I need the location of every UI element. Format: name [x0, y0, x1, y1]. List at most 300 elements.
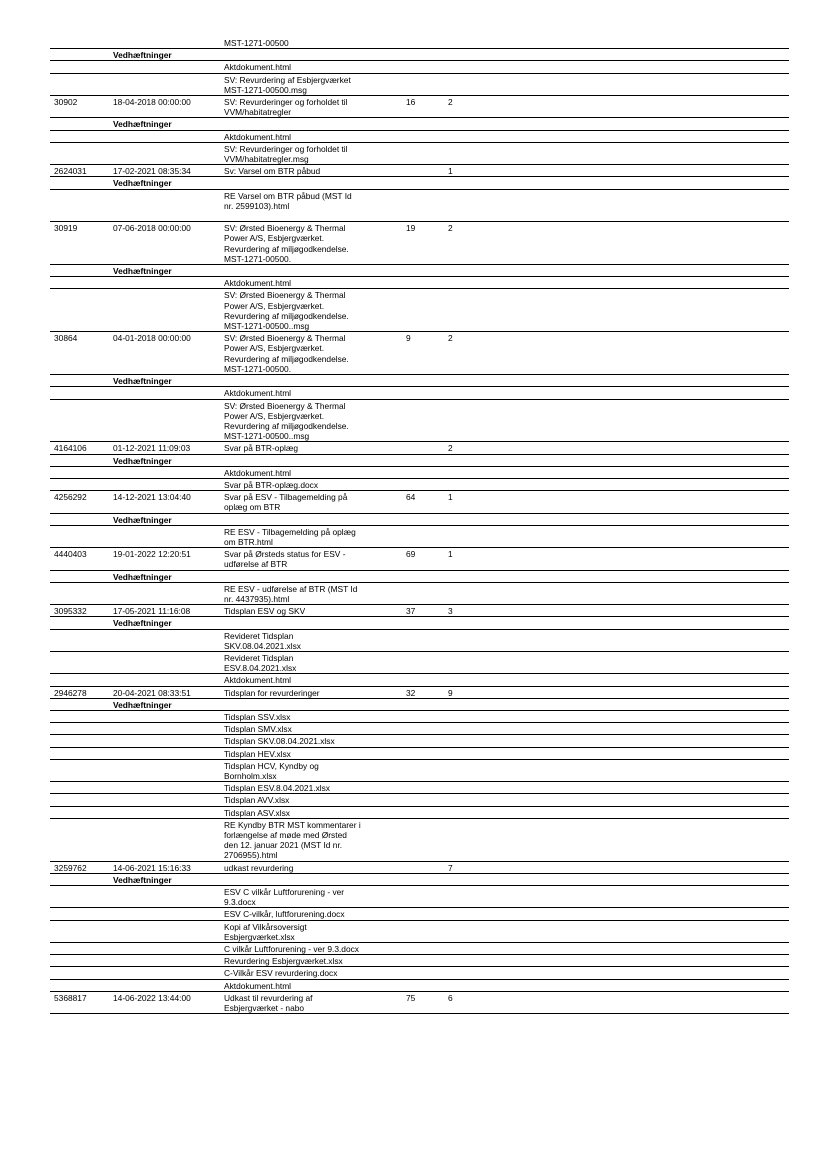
document-count-1	[402, 442, 444, 454]
document-title: udkast revurdering	[220, 861, 402, 873]
document-id: 5368817	[50, 991, 109, 1013]
empty-cell	[50, 582, 109, 604]
document-id: 30919	[50, 222, 109, 265]
empty-cell	[484, 289, 789, 332]
attachment-row	[50, 130, 789, 142]
attachment-row	[50, 399, 789, 442]
empty-cell	[444, 189, 484, 222]
attachment-row	[50, 967, 789, 979]
empty-cell	[50, 629, 109, 651]
empty-cell	[109, 478, 220, 490]
attachment-row	[50, 759, 789, 781]
empty-cell	[109, 651, 220, 673]
empty-cell	[220, 375, 402, 387]
attachment-row	[50, 61, 789, 73]
document-id: 30902	[50, 96, 109, 118]
empty-cell	[444, 806, 484, 818]
document-count-1: 75	[402, 991, 444, 1013]
empty-cell	[484, 861, 789, 873]
empty-cell	[484, 698, 789, 710]
empty-cell	[109, 886, 220, 908]
document-count-2: 2	[444, 332, 484, 375]
empty-cell	[109, 466, 220, 478]
attachment-filename: Tidsplan SSV.xlsx	[220, 710, 402, 722]
empty-cell	[444, 177, 484, 189]
empty-cell	[484, 955, 789, 967]
empty-cell	[484, 478, 789, 490]
empty-cell	[484, 605, 789, 617]
attachment-filename: SV: Ørsted Bioenergy & Thermal Power A/S, Esbjergværket. Revurdering af miljøgodkendelse. MST-1271-00500..msg	[220, 289, 402, 332]
empty-cell	[50, 387, 109, 399]
attachment-filename: Tidsplan ESV.8.04.2021.xlsx	[220, 782, 402, 794]
empty-cell	[50, 698, 109, 710]
attachment-filename: MST-1271-00500	[220, 37, 402, 49]
empty-cell	[444, 49, 484, 61]
empty-cell	[402, 387, 444, 399]
document-row	[50, 861, 789, 873]
empty-cell	[444, 570, 484, 582]
empty-cell	[50, 277, 109, 289]
empty-cell	[109, 189, 220, 222]
empty-cell	[444, 873, 484, 885]
empty-cell	[484, 118, 789, 130]
empty-cell	[484, 442, 789, 454]
empty-cell	[109, 794, 220, 806]
empty-cell	[444, 513, 484, 525]
attachment-row	[50, 674, 789, 686]
empty-cell	[444, 651, 484, 673]
empty-cell	[402, 651, 444, 673]
attachments-header-row	[50, 570, 789, 582]
empty-cell	[484, 570, 789, 582]
empty-cell	[50, 747, 109, 759]
empty-cell	[50, 118, 109, 130]
document-date: 17-05-2021 11:16:08	[109, 605, 220, 617]
document-count-1	[402, 165, 444, 177]
empty-cell	[444, 375, 484, 387]
empty-cell	[50, 265, 109, 277]
attachment-filename: Aktdokument.html	[220, 674, 402, 686]
attachments-label: Vedhæftninger	[109, 570, 220, 582]
empty-cell	[50, 73, 109, 95]
empty-cell	[484, 943, 789, 955]
attachments-label: Vedhæftninger	[109, 698, 220, 710]
attachments-header-row	[50, 265, 789, 277]
empty-cell	[484, 49, 789, 61]
empty-cell	[444, 698, 484, 710]
empty-cell	[50, 967, 109, 979]
attachment-filename: Aktdokument.html	[220, 466, 402, 478]
empty-cell	[484, 818, 789, 861]
empty-cell	[109, 782, 220, 794]
document-title: SV: Ørsted Bioenergy & Thermal Power A/S, Esbjergværket. Revurdering af miljøgodkendelse. MST-1271-00500.	[220, 222, 402, 265]
empty-cell	[484, 399, 789, 442]
attachment-filename: Svar på BTR-oplæg.docx	[220, 478, 402, 490]
attachment-row	[50, 387, 789, 399]
empty-cell	[50, 478, 109, 490]
empty-cell	[50, 674, 109, 686]
empty-cell	[484, 332, 789, 375]
empty-cell	[402, 399, 444, 442]
empty-cell	[50, 399, 109, 442]
attachments-label: Vedhæftninger	[109, 617, 220, 629]
empty-cell	[109, 73, 220, 95]
document-count-1: 19	[402, 222, 444, 265]
attachment-filename: Revideret Tidsplan SKV.08.04.2021.xlsx	[220, 629, 402, 651]
empty-cell	[50, 735, 109, 747]
empty-cell	[484, 710, 789, 722]
empty-cell	[402, 674, 444, 686]
attachment-row	[50, 747, 789, 759]
document-row	[50, 605, 789, 617]
empty-cell	[50, 920, 109, 942]
empty-cell	[444, 629, 484, 651]
empty-cell	[50, 49, 109, 61]
attachment-filename: Tidsplan SMV.xlsx	[220, 723, 402, 735]
case-documents-body	[50, 37, 789, 1014]
document-title: Tidsplan ESV og SKV	[220, 605, 402, 617]
empty-cell	[50, 130, 109, 142]
empty-cell	[109, 399, 220, 442]
empty-cell	[402, 189, 444, 222]
empty-cell	[220, 617, 402, 629]
empty-cell	[220, 873, 402, 885]
attachment-row	[50, 920, 789, 942]
empty-cell	[444, 735, 484, 747]
attachment-filename: Kopi af Vilkårsoversigt Esbjergværket.xlsx	[220, 920, 402, 942]
document-date: 14-12-2021 13:04:40	[109, 491, 220, 513]
document-id: 2946278	[50, 686, 109, 698]
attachment-row	[50, 73, 789, 95]
empty-cell	[444, 617, 484, 629]
attachments-label: Vedhæftninger	[109, 873, 220, 885]
empty-cell	[444, 454, 484, 466]
empty-cell	[444, 37, 484, 49]
attachment-row	[50, 289, 789, 332]
document-count-2: 9	[444, 686, 484, 698]
empty-cell	[402, 118, 444, 130]
empty-cell	[50, 617, 109, 629]
empty-cell	[484, 277, 789, 289]
empty-cell	[484, 886, 789, 908]
attachment-filename: Tidsplan ASV.xlsx	[220, 806, 402, 818]
attachment-filename: Tidsplan HEV.xlsx	[220, 747, 402, 759]
empty-cell	[444, 723, 484, 735]
empty-cell	[50, 61, 109, 73]
attachments-header-row	[50, 873, 789, 885]
attachment-filename: Aktdokument.html	[220, 979, 402, 991]
empty-cell	[220, 177, 402, 189]
empty-cell	[402, 73, 444, 95]
empty-cell	[109, 142, 220, 164]
empty-cell	[444, 920, 484, 942]
document-count-1: 16	[402, 96, 444, 118]
empty-cell	[444, 582, 484, 604]
document-count-2: 1	[444, 491, 484, 513]
empty-cell	[484, 629, 789, 651]
empty-cell	[444, 142, 484, 164]
empty-cell	[484, 920, 789, 942]
document-count-1: 69	[402, 548, 444, 570]
attachments-header-row	[50, 513, 789, 525]
empty-cell	[50, 873, 109, 885]
empty-cell	[50, 525, 109, 547]
empty-cell	[402, 375, 444, 387]
empty-cell	[484, 525, 789, 547]
empty-cell	[484, 466, 789, 478]
document-date: 01-12-2021 11:09:03	[109, 442, 220, 454]
empty-cell	[402, 920, 444, 942]
document-id: 3259762	[50, 861, 109, 873]
empty-cell	[444, 710, 484, 722]
document-count-2: 2	[444, 96, 484, 118]
attachment-filename: SV: Ørsted Bioenergy & Thermal Power A/S, Esbjergværket. Revurdering af miljøgodkendelse. MST-1271-00500..msg	[220, 399, 402, 442]
empty-cell	[444, 399, 484, 442]
empty-cell	[484, 759, 789, 781]
document-count-1: 9	[402, 332, 444, 375]
empty-cell	[402, 955, 444, 967]
empty-cell	[444, 955, 484, 967]
empty-cell	[220, 49, 402, 61]
document-title: Sv: Varsel om BTR påbud	[220, 165, 402, 177]
attachment-filename: RE ESV - Tilbagemelding på oplæg om BTR.html	[220, 525, 402, 547]
attachment-filename: Tidsplan SKV.08.04.2021.xlsx	[220, 735, 402, 747]
empty-cell	[50, 289, 109, 332]
document-id: 4164106	[50, 442, 109, 454]
attachment-row	[50, 735, 789, 747]
document-row	[50, 491, 789, 513]
empty-cell	[444, 967, 484, 979]
attachment-row	[50, 710, 789, 722]
attachment-row	[50, 806, 789, 818]
attachments-header-row	[50, 698, 789, 710]
attachments-header-row	[50, 454, 789, 466]
document-id: 4256292	[50, 491, 109, 513]
empty-cell	[484, 674, 789, 686]
attachment-row	[50, 908, 789, 920]
document-date: 19-01-2022 12:20:51	[109, 548, 220, 570]
empty-cell	[402, 617, 444, 629]
empty-cell	[109, 979, 220, 991]
document-count-1: 64	[402, 491, 444, 513]
empty-cell	[50, 886, 109, 908]
empty-cell	[444, 674, 484, 686]
attachments-header-row	[50, 118, 789, 130]
empty-cell	[50, 513, 109, 525]
empty-cell	[50, 943, 109, 955]
empty-cell	[484, 375, 789, 387]
empty-cell	[484, 177, 789, 189]
attachment-filename: RE ESV - udførelse af BTR (MST Id nr. 4437935).html	[220, 582, 402, 604]
empty-cell	[444, 130, 484, 142]
document-row	[50, 991, 789, 1013]
empty-cell	[444, 525, 484, 547]
empty-cell	[444, 943, 484, 955]
empty-cell	[402, 37, 444, 49]
attachment-row	[50, 629, 789, 651]
empty-cell	[484, 735, 789, 747]
empty-cell	[402, 177, 444, 189]
document-date: 04-01-2018 00:00:00	[109, 332, 220, 375]
attachment-row	[50, 723, 789, 735]
document-row	[50, 332, 789, 375]
empty-cell	[220, 698, 402, 710]
document-count-2: 7	[444, 861, 484, 873]
attachments-label: Vedhæftninger	[109, 49, 220, 61]
empty-cell	[444, 289, 484, 332]
empty-cell	[220, 454, 402, 466]
empty-cell	[109, 967, 220, 979]
empty-cell	[402, 967, 444, 979]
empty-cell	[109, 629, 220, 651]
empty-cell	[50, 177, 109, 189]
empty-cell	[220, 265, 402, 277]
attachment-filename: Tidsplan AVV.xlsx	[220, 794, 402, 806]
empty-cell	[50, 142, 109, 164]
empty-cell	[444, 466, 484, 478]
empty-cell	[484, 189, 789, 222]
empty-cell	[484, 782, 789, 794]
empty-cell	[402, 806, 444, 818]
empty-cell	[484, 873, 789, 885]
empty-cell	[484, 908, 789, 920]
empty-cell	[444, 794, 484, 806]
document-row	[50, 548, 789, 570]
empty-cell	[402, 710, 444, 722]
document-row	[50, 165, 789, 177]
empty-cell	[402, 759, 444, 781]
empty-cell	[402, 723, 444, 735]
empty-cell	[484, 967, 789, 979]
empty-cell	[444, 478, 484, 490]
empty-cell	[109, 723, 220, 735]
attachment-row	[50, 943, 789, 955]
empty-cell	[444, 265, 484, 277]
attachments-header-row	[50, 177, 789, 189]
empty-cell	[50, 37, 109, 49]
attachments-label: Vedhæftninger	[109, 454, 220, 466]
attachments-label: Vedhæftninger	[109, 265, 220, 277]
empty-cell	[109, 130, 220, 142]
document-count-2: 2	[444, 222, 484, 265]
attachment-row	[50, 582, 789, 604]
empty-cell	[444, 277, 484, 289]
attachment-row	[50, 478, 789, 490]
empty-cell	[402, 943, 444, 955]
empty-cell	[444, 979, 484, 991]
empty-cell	[402, 513, 444, 525]
attachments-label: Vedhæftninger	[109, 118, 220, 130]
empty-cell	[109, 582, 220, 604]
empty-cell	[109, 674, 220, 686]
empty-cell	[402, 61, 444, 73]
empty-cell	[402, 886, 444, 908]
empty-cell	[444, 818, 484, 861]
empty-cell	[484, 513, 789, 525]
empty-cell	[109, 920, 220, 942]
empty-cell	[484, 651, 789, 673]
empty-cell	[484, 686, 789, 698]
empty-cell	[484, 747, 789, 759]
empty-cell	[109, 955, 220, 967]
document-date: 14-06-2021 15:16:33	[109, 861, 220, 873]
document-date: 17-02-2021 08:35:34	[109, 165, 220, 177]
empty-cell	[484, 794, 789, 806]
empty-cell	[50, 651, 109, 673]
empty-cell	[402, 570, 444, 582]
attachment-row	[50, 782, 789, 794]
empty-cell	[484, 130, 789, 142]
empty-cell	[484, 991, 789, 1013]
attachment-filename: C-Vilkår ESV revurdering.docx	[220, 967, 402, 979]
attachment-row	[50, 818, 789, 861]
empty-cell	[484, 491, 789, 513]
empty-cell	[444, 886, 484, 908]
empty-cell	[50, 710, 109, 722]
empty-cell	[484, 142, 789, 164]
empty-cell	[484, 165, 789, 177]
empty-cell	[484, 37, 789, 49]
document-title: Svar på Ørsteds status for ESV - udførelse af BTR	[220, 548, 402, 570]
empty-cell	[402, 277, 444, 289]
attachment-row	[50, 651, 789, 673]
empty-cell	[402, 289, 444, 332]
empty-cell	[220, 570, 402, 582]
document-row	[50, 222, 789, 265]
document-date: 18-04-2018 00:00:00	[109, 96, 220, 118]
empty-cell	[50, 806, 109, 818]
empty-cell	[402, 142, 444, 164]
document-row	[50, 96, 789, 118]
attachment-filename: Aktdokument.html	[220, 61, 402, 73]
attachments-header-row	[50, 49, 789, 61]
empty-cell	[402, 454, 444, 466]
document-count-1: 32	[402, 686, 444, 698]
document-id: 3095332	[50, 605, 109, 617]
empty-cell	[50, 189, 109, 222]
document-count-2: 1	[444, 548, 484, 570]
empty-cell	[402, 525, 444, 547]
empty-cell	[402, 873, 444, 885]
empty-cell	[50, 794, 109, 806]
empty-cell	[402, 466, 444, 478]
empty-cell	[109, 759, 220, 781]
attachment-row	[50, 979, 789, 991]
empty-cell	[109, 908, 220, 920]
empty-cell	[50, 466, 109, 478]
attachment-filename: ESV C-vilkår, luftforurening.docx	[220, 908, 402, 920]
document-count-2: 1	[444, 165, 484, 177]
empty-cell	[444, 387, 484, 399]
empty-cell	[444, 759, 484, 781]
attachments-label: Vedhæftninger	[109, 177, 220, 189]
attachment-filename: ESV C vilkår Luftforurening - ver 9.3.docx	[220, 886, 402, 908]
document-title: SV: Revurderinger og forholdet til VVM/habitatregler	[220, 96, 402, 118]
empty-cell	[402, 130, 444, 142]
empty-cell	[109, 37, 220, 49]
attachment-filename: Aktdokument.html	[220, 277, 402, 289]
empty-cell	[50, 454, 109, 466]
empty-cell	[50, 818, 109, 861]
empty-cell	[50, 375, 109, 387]
empty-cell	[50, 979, 109, 991]
document-id: 4440403	[50, 548, 109, 570]
empty-cell	[50, 955, 109, 967]
empty-cell	[109, 747, 220, 759]
empty-cell	[402, 747, 444, 759]
empty-cell	[484, 979, 789, 991]
empty-cell	[484, 582, 789, 604]
